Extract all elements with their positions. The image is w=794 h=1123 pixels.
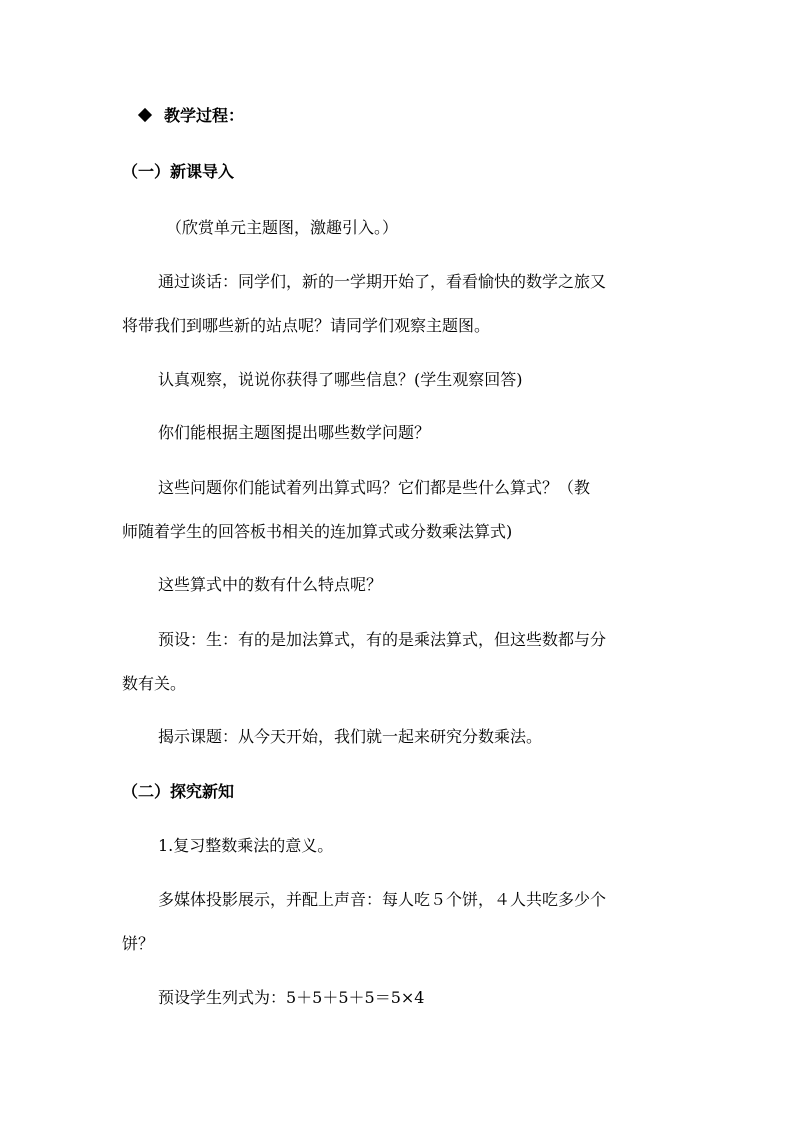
section-2-title: （二）探究新知 bbox=[122, 782, 235, 801]
paragraph-equations-line2: 师随着学生的回答板书相关的连加算式或分数乘法算式) bbox=[122, 522, 513, 541]
paragraph-multimedia-line1: 多媒体投影展示，并配上声音：每人吃５个饼，４人共吃多少个 bbox=[158, 890, 607, 909]
teaching-process-heading bbox=[140, 106, 244, 126]
paragraph-appreciate: （欣赏单元主题图，激趣引入。） bbox=[166, 218, 399, 237]
paragraph-multimedia-line2: 饼？ bbox=[122, 934, 155, 953]
paragraph-features: 这些算式中的数有什么特点呢？ bbox=[158, 575, 383, 594]
paragraph-observe: 认真观察，说说你获得了哪些信息？(学生观察回答) bbox=[158, 370, 523, 389]
paragraph-questions: 你们能根据主题图提出哪些数学问题？ bbox=[158, 423, 431, 442]
paragraph-equation-preset: 预设学生列式为：5＋5＋5＋5＝5×4 bbox=[158, 988, 425, 1007]
section-1-title: （一）新课导入 bbox=[122, 162, 235, 181]
paragraph-reveal-topic: 揭示课题：从今天开始，我们就一起来研究分数乘法。 bbox=[158, 727, 543, 746]
paragraph-conversation-line1: 通过谈话：同学们，新的一学期开始了，看看愉快的数学之旅又 bbox=[158, 272, 607, 291]
diamond-bullet-icon bbox=[138, 107, 152, 121]
paragraph-preset-line2: 数有关。 bbox=[122, 674, 187, 693]
paragraph-conversation-line2: 将带我们到哪些新的站点呢？请同学们观察主题图。 bbox=[122, 316, 491, 335]
paragraph-equations-line1: 这些问题你们能试着列出算式吗？它们都是些什么算式？（教 bbox=[158, 478, 591, 497]
paragraph-preset-line1: 预设：生：有的是加法算式，有的是乘法算式，但这些数都与分 bbox=[158, 630, 607, 649]
heading-text: 教学过程： bbox=[164, 106, 245, 125]
paragraph-review: 1.复习整数乘法的意义。 bbox=[158, 836, 334, 855]
